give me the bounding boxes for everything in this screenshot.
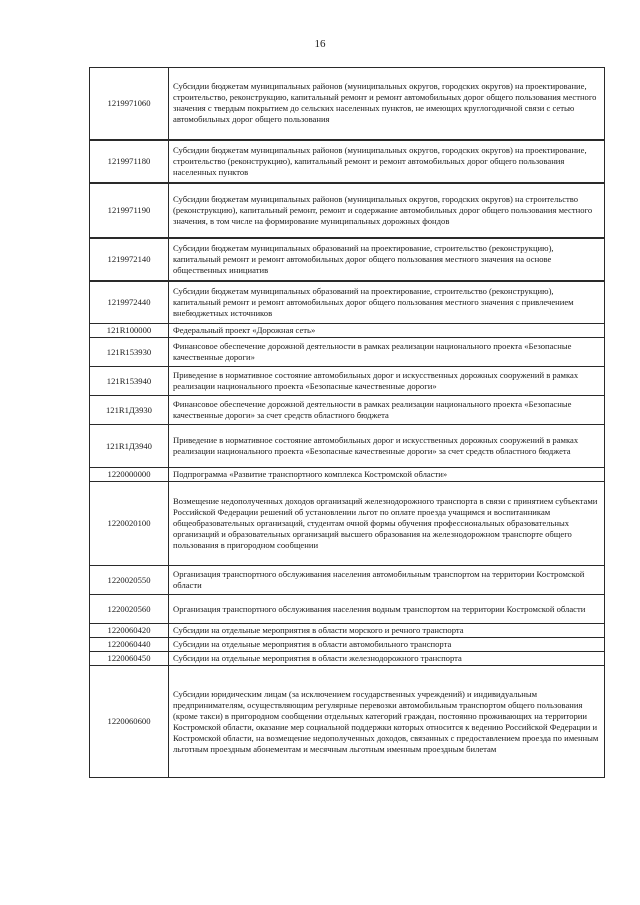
code-cell: 1219972440 bbox=[90, 281, 169, 324]
code-cell: 121R1Д3930 bbox=[90, 396, 169, 425]
description-cell: Организация транспортного обслуживания населения автомобильным транспортом на территории Костромской области bbox=[169, 566, 605, 595]
table-row bbox=[90, 281, 605, 324]
code-cell: 1220020100 bbox=[90, 482, 169, 566]
description-cell: Субсидии на отдельные мероприятия в области морского и речного транспорта bbox=[169, 624, 605, 638]
code-cell: 1220060440 bbox=[90, 638, 169, 652]
description-cell: Возмещение недополученных доходов организаций железнодорожного транспорта в связи с принятием субъектами Российской Федерации решений об установлении льгот по оплате проезда учащимся и воспитанникам общеобразовательных организаций, студентам очной формы обучения профессиональных образовательных организаций и образовательных организаций высшего образования на железнодорожном транспорте общего пользования в пригородном сообщении bbox=[169, 482, 605, 566]
description-cell: Субсидии юридическим лицам (за исключением государственных учреждений) и индивидуальным предпринимателям, осуществляющим регулярные перевозки автомобильным транспортом общего пользования (кроме такси) в пригородном сообщении отдельных категорий граждан, постоянно проживающих на территории Костромской области, оказание мер социальной поддержки которых относится к ведению Российской Федерации и Костромской области, на возмещение недополученных доходов, связанных с предоставлением проезда по именным льготным проездным абонементам и месячным льготным именным проездным билетам bbox=[169, 666, 605, 778]
code-cell: 1219971180 bbox=[90, 140, 169, 183]
table-row bbox=[90, 666, 605, 778]
table-row bbox=[90, 566, 605, 595]
description-cell: Субсидии на отдельные мероприятия в области железнодорожного транспорта bbox=[169, 652, 605, 666]
code-cell: 1219971060 bbox=[90, 68, 169, 140]
table-row bbox=[90, 652, 605, 666]
code-cell: 1220060420 bbox=[90, 624, 169, 638]
code-cell: 1219971190 bbox=[90, 183, 169, 238]
budget-code-table bbox=[89, 67, 605, 778]
description-cell: Подпрограмма «Развитие транспортного комплекса Костромской области» bbox=[169, 468, 605, 482]
description-cell: Организация транспортного обслуживания населения водным транспортом на территории Костромской области bbox=[169, 595, 605, 624]
table-row bbox=[90, 595, 605, 624]
table-row bbox=[90, 468, 605, 482]
description-cell: Субсидии бюджетам муниципальных районов (муниципальных округов, городских округов) на проектирование, строительство (реконструкцию), капитальный ремонт и ремонт автомобильных дорог общего пользования населенных пунктов bbox=[169, 140, 605, 183]
description-cell: Субсидии бюджетам муниципальных районов (муниципальных округов, городских округов) на проектирование, строительство, реконструкцию, капитальный ремонт и ремонт автомобильных дорог общего пользования местного значения с твердым покрытием до сельских населенных пунктов, не имеющих круглогодичной связи с сетью автомобильных дорог общего пользования bbox=[169, 68, 605, 140]
table-row bbox=[90, 324, 605, 338]
table-row bbox=[90, 396, 605, 425]
code-cell: 121R153940 bbox=[90, 367, 169, 396]
code-cell: 121R100000 bbox=[90, 324, 169, 338]
description-cell: Субсидии бюджетам муниципальных образований на проектирование, строительство (реконструкцию), капитальный ремонт и ремонт автомобильных дорог общего пользования местного значения с привлечением внебюджетных источников bbox=[169, 281, 605, 324]
table-row bbox=[90, 638, 605, 652]
page-number: 16 bbox=[314, 38, 326, 50]
table-row bbox=[90, 140, 605, 183]
code-cell: 1220000000 bbox=[90, 468, 169, 482]
code-cell: 1220020560 bbox=[90, 595, 169, 624]
description-cell: Субсидии бюджетам муниципальных районов (муниципальных округов, городских округов) на строительство (реконструкцию), капитальный ремонт, ремонт и содержание автомобильных дорог общего пользования местного значения, в том числе на формирование муниципальных дорожных фондов bbox=[169, 183, 605, 238]
code-cell: 1220060600 bbox=[90, 666, 169, 778]
description-cell: Субсидии бюджетам муниципальных образований на проектирование, строительство (реконструкцию), капитальный ремонт и ремонт автомобильных дорог общего пользования местного значения на основе общественных инициатив bbox=[169, 238, 605, 281]
table-row bbox=[90, 624, 605, 638]
table-row bbox=[90, 425, 605, 468]
description-cell: Субсидии на отдельные мероприятия в области автомобильного транспорта bbox=[169, 638, 605, 652]
code-cell: 1219972140 bbox=[90, 238, 169, 281]
table-row bbox=[90, 338, 605, 367]
table-row bbox=[90, 68, 605, 140]
table-row bbox=[90, 183, 605, 238]
code-cell: 121R153930 bbox=[90, 338, 169, 367]
code-cell: 121R1Д3940 bbox=[90, 425, 169, 468]
description-cell: Финансовое обеспечение дорожной деятельности в рамках реализации национального проекта «Безопасные качественные дороги» bbox=[169, 338, 605, 367]
description-cell: Федеральный проект «Дорожная сеть» bbox=[169, 324, 605, 338]
code-cell: 1220020550 bbox=[90, 566, 169, 595]
description-cell: Приведение в нормативное состояние автомобильных дорог и искусственных дорожных сооружений в рамках реализации национального проекта «Безопасные качественные дороги» за счет средств областного бюджета bbox=[169, 425, 605, 468]
table-row bbox=[90, 482, 605, 566]
description-cell: Финансовое обеспечение дорожной деятельности в рамках реализации национального проекта «Безопасные качественные дороги» за счет средств областного бюджета bbox=[169, 396, 605, 425]
table-row bbox=[90, 367, 605, 396]
code-cell: 1220060450 bbox=[90, 652, 169, 666]
description-cell: Приведение в нормативное состояние автомобильных дорог и искусственных дорожных сооружений в рамках реализации национального проекта «Безопасные качественные дороги» bbox=[169, 367, 605, 396]
table-row bbox=[90, 238, 605, 281]
